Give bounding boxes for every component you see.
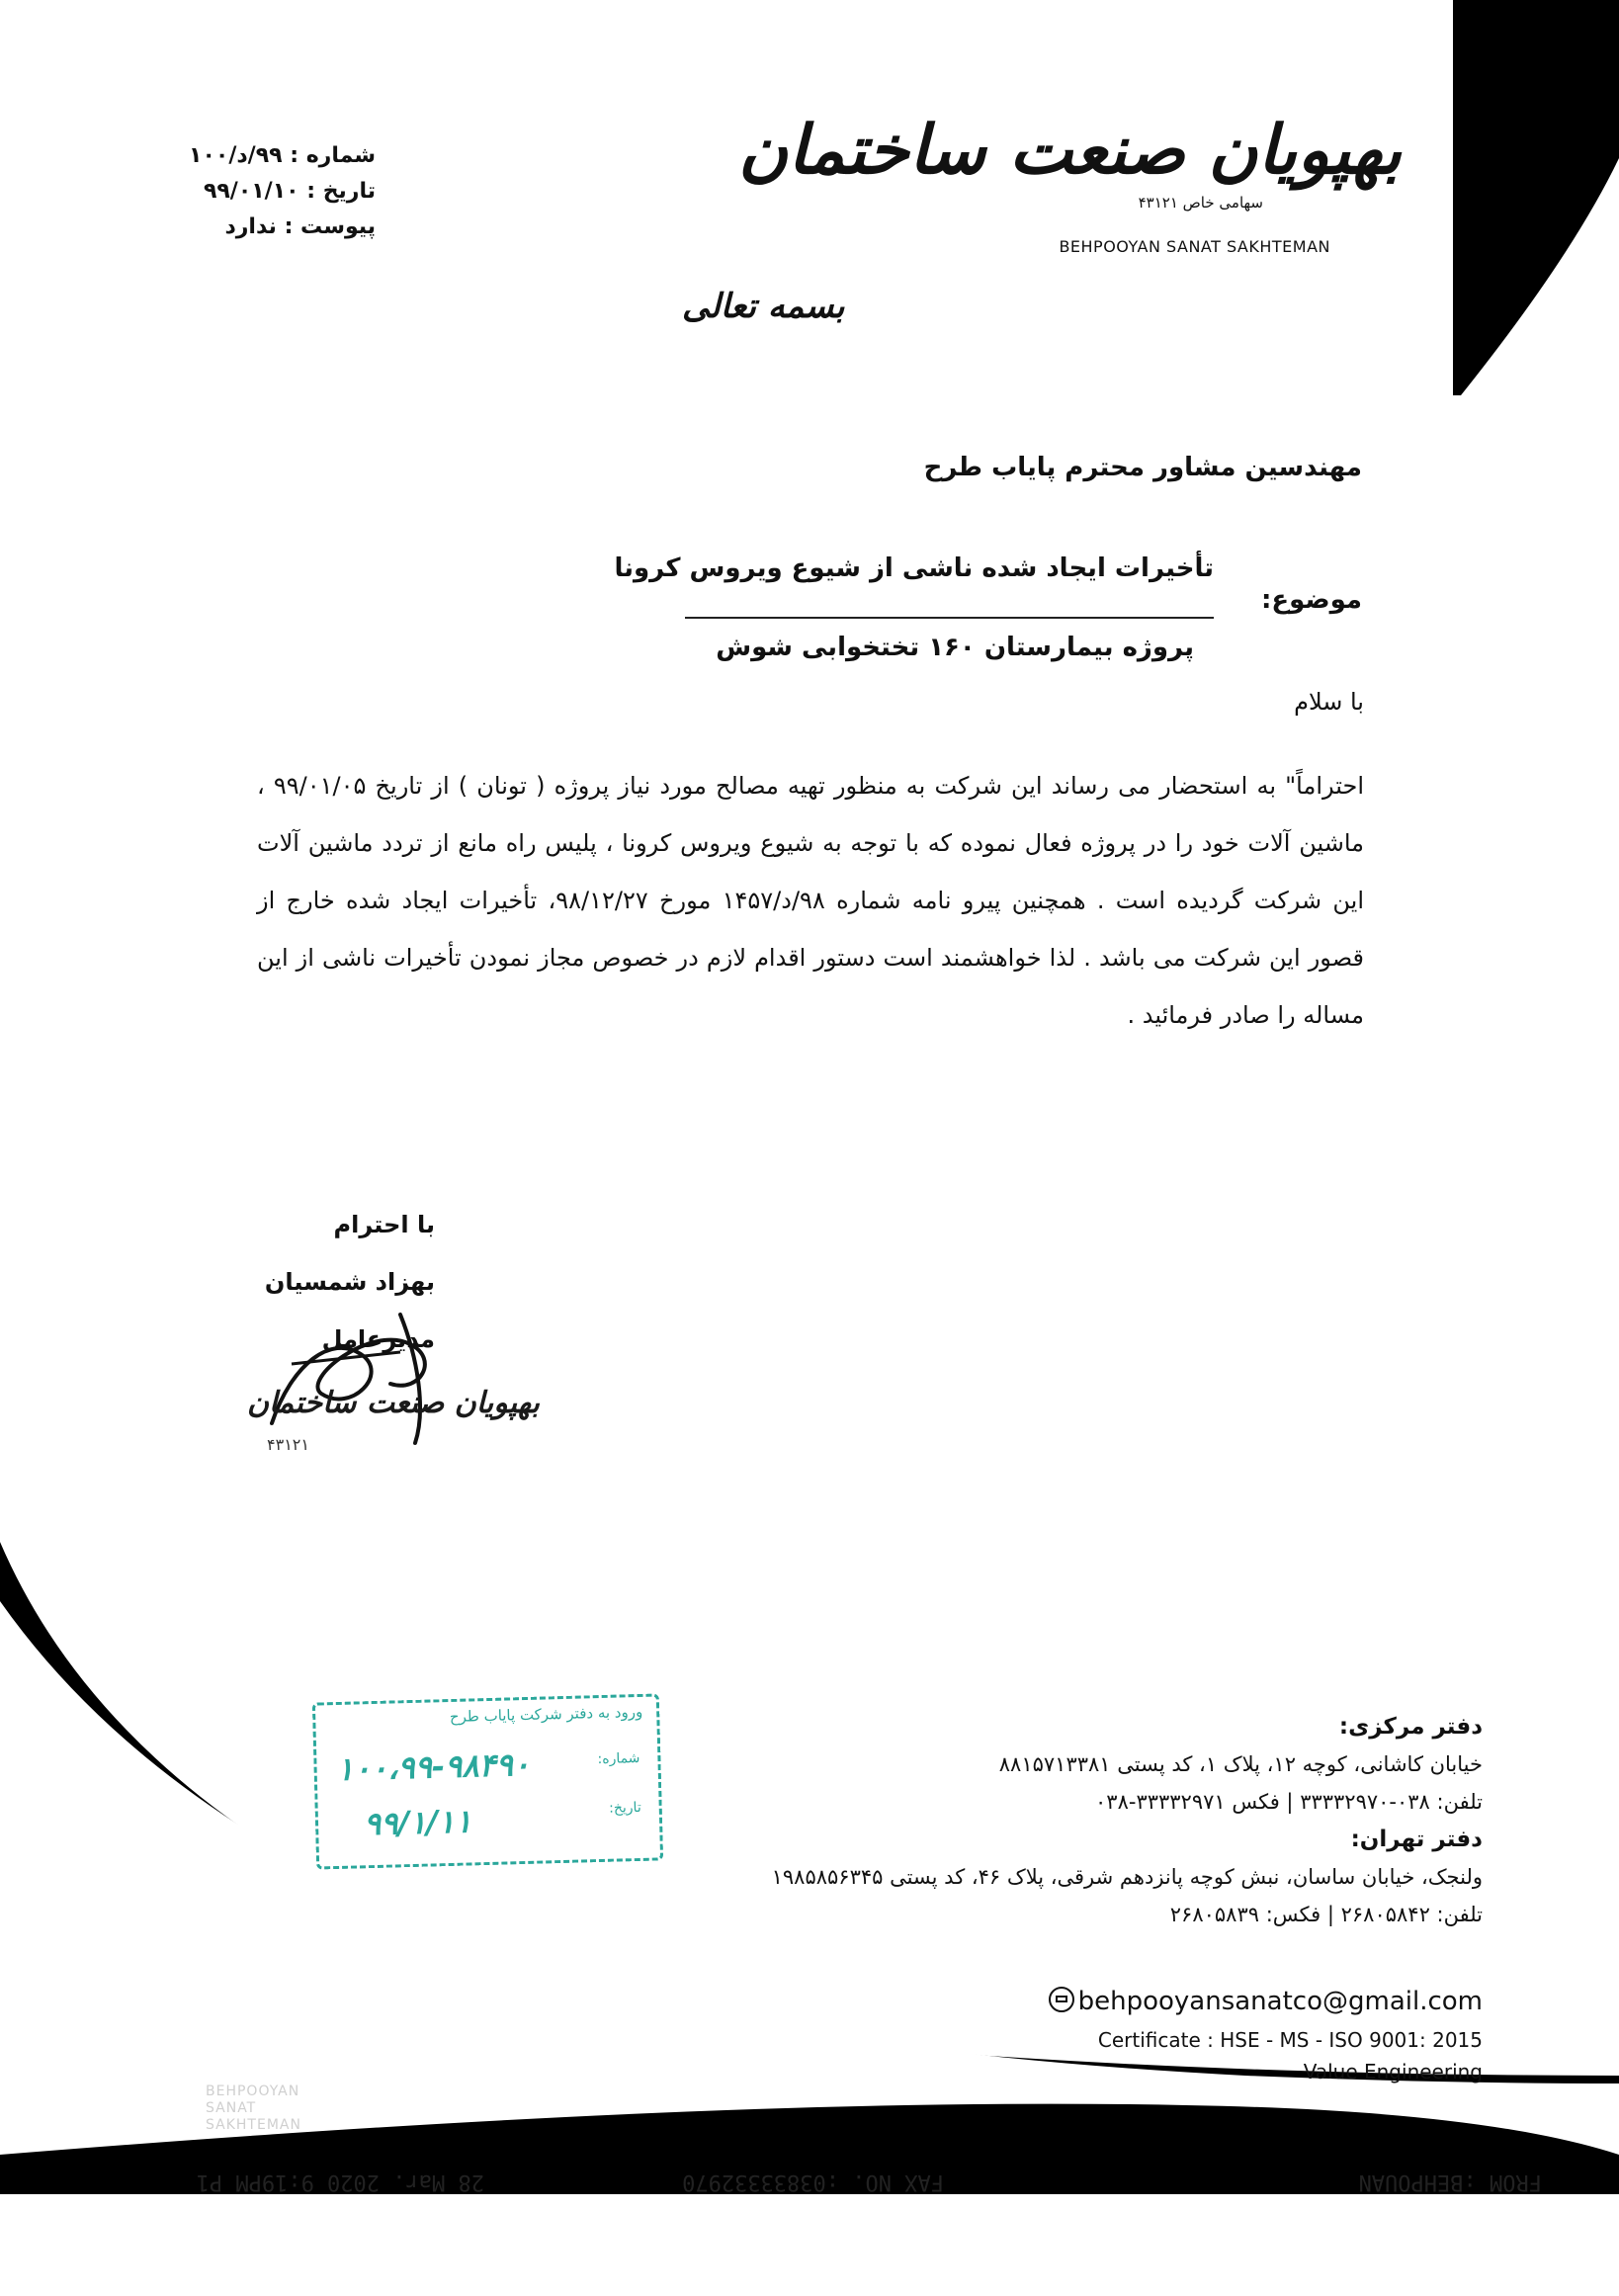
seal-text: بهپویان صنعت ساختمان: [247, 1386, 540, 1420]
fax-time: 28 Mar. 2020 9:19PM P1: [196, 2169, 484, 2194]
tehran-office-phone: تلفن: ۲۶۸۰۵۸۴۲ | فکس: ۲۶۸۰۵۸۳۹: [1169, 1903, 1483, 1926]
stamp-number-value: ۱۰۰،۹۹-۹۸۴۹۰: [336, 1744, 531, 1788]
signer-name: بهزاد شمسیان: [264, 1268, 435, 1296]
signer-title: مدیرعامل: [321, 1325, 435, 1353]
letter-number: شماره : ۹۹/د/۱۰۰: [189, 143, 376, 168]
email-icon: [1049, 1987, 1074, 2012]
company-name-english: BEHPOOYAN SANAT SAKHTEMAN: [1059, 237, 1330, 256]
company-subtitle: سهامی خاص ۴۳۱۲۱: [1138, 194, 1263, 212]
brand-ring-icon: [176, 2008, 221, 2054]
tehran-office-title: دفتر تهران:: [1350, 1827, 1483, 1852]
letter-body: احتراماً" به استحضار می رساند این شرکت به منظور تهیه مصالح مورد نیاز پروژه ( تونان ) از تاریخ ۹۹/۰۱/۰۵ ، ماشین آلات خود را در پروژه فعال نموده که با توجه به شیوع ویروس کرونا ، پلیس راه مانع از تردد ماشین آلات این شرکت گردیده است . همچنین پیرو نامه شماره ۹۸/د/۱۴۵۷ مورخ ۹۸/۱۲/۲۷، تأخیرات ایجاد شده خارج از قصور این شرکت می باشد . لذا خواهشمند است دستور اقدام لازم در خصوص مجاز نمودن تأخیرات ناشی از این مساله را صادر فرمائید .: [257, 772, 1364, 1029]
letter-date: تاریخ : ۹۹/۰۱/۱۰: [203, 179, 376, 204]
subject-label: موضوع:: [1261, 585, 1362, 615]
seal-number: ۴۳۱۲۱: [267, 1435, 309, 1454]
stamp-number-label: شماره:: [597, 1749, 640, 1768]
received-stamp: [312, 1693, 663, 1869]
footer-brand: [206, 2083, 301, 2134]
fax-number: FAX NO. :03833332970: [682, 2169, 944, 2194]
central-office-phone: تلفن: ۰۳۸-۳۳۳۳۲۹۷۰ | فکس ۳۳۳۳۲۹۷۱-۰۳۸: [1095, 1790, 1483, 1814]
footer-brand-line: SAKHTEMAN: [206, 2117, 301, 2133]
stamp-date-value: ۹۹/۱/۱۱: [363, 1802, 472, 1843]
email-domain: @gmail.com: [1321, 1987, 1483, 2016]
footer-brand-line: SANAT: [206, 2100, 257, 2116]
email-user: behpooyansanatco: [1077, 1987, 1322, 2016]
stamp-date-label: تاریخ:: [608, 1799, 641, 1817]
bismillah: بسمه تعالی: [682, 287, 845, 326]
footer-brand-line: BEHPOOYAN: [206, 2083, 300, 2099]
central-office-address: خیابان کاشانی، کوچه ۱۲، پلاک ۱، کد پستی ۸۸۱۵۷۱۳۳۸۱: [998, 1752, 1483, 1776]
central-office-title: دفتر مرکزی:: [1338, 1714, 1483, 1740]
tehran-office-address: ولنجک، خیابان ساسان، نبش کوچه پانزدهم شرقی، پلاک ۴۶، کد پستی ۱۹۸۵۸۵۶۳۴۵: [771, 1865, 1483, 1889]
greeting: با سلام: [1294, 688, 1364, 716]
certificate-line: Certificate : HSE - MS - ISO 9001: 2015: [1097, 2028, 1483, 2052]
subject-underline: [685, 617, 1214, 619]
letter-attachment: پیوست : ندارد: [224, 214, 376, 239]
company-seal: [227, 1356, 540, 1475]
value-engineering: Value Engineering: [1303, 2060, 1483, 2083]
closing-regards: با احترام: [333, 1211, 435, 1238]
fax-header: [99, 2165, 1542, 2194]
letter-meta: [178, 138, 376, 245]
email-address[interactable]: [1049, 1987, 1483, 2016]
company-logo-persian: بهپویان صنعت ساختمان: [738, 111, 1402, 190]
subject-project: پروژه بیمارستان ۱۶۰ تختخوابی شوش: [716, 633, 1194, 662]
recipient: مهندسین مشاور محترم پایاب طرح: [923, 453, 1362, 482]
subject-title: تأخیرات ایجاد شده ناشی از شیوع ویروس کرونا: [614, 553, 1214, 583]
stamp-header: ورود به دفتر شرکت پایاب طرح: [449, 1702, 643, 1726]
fax-from: FROM :BEHPOUAN: [1358, 2169, 1542, 2194]
